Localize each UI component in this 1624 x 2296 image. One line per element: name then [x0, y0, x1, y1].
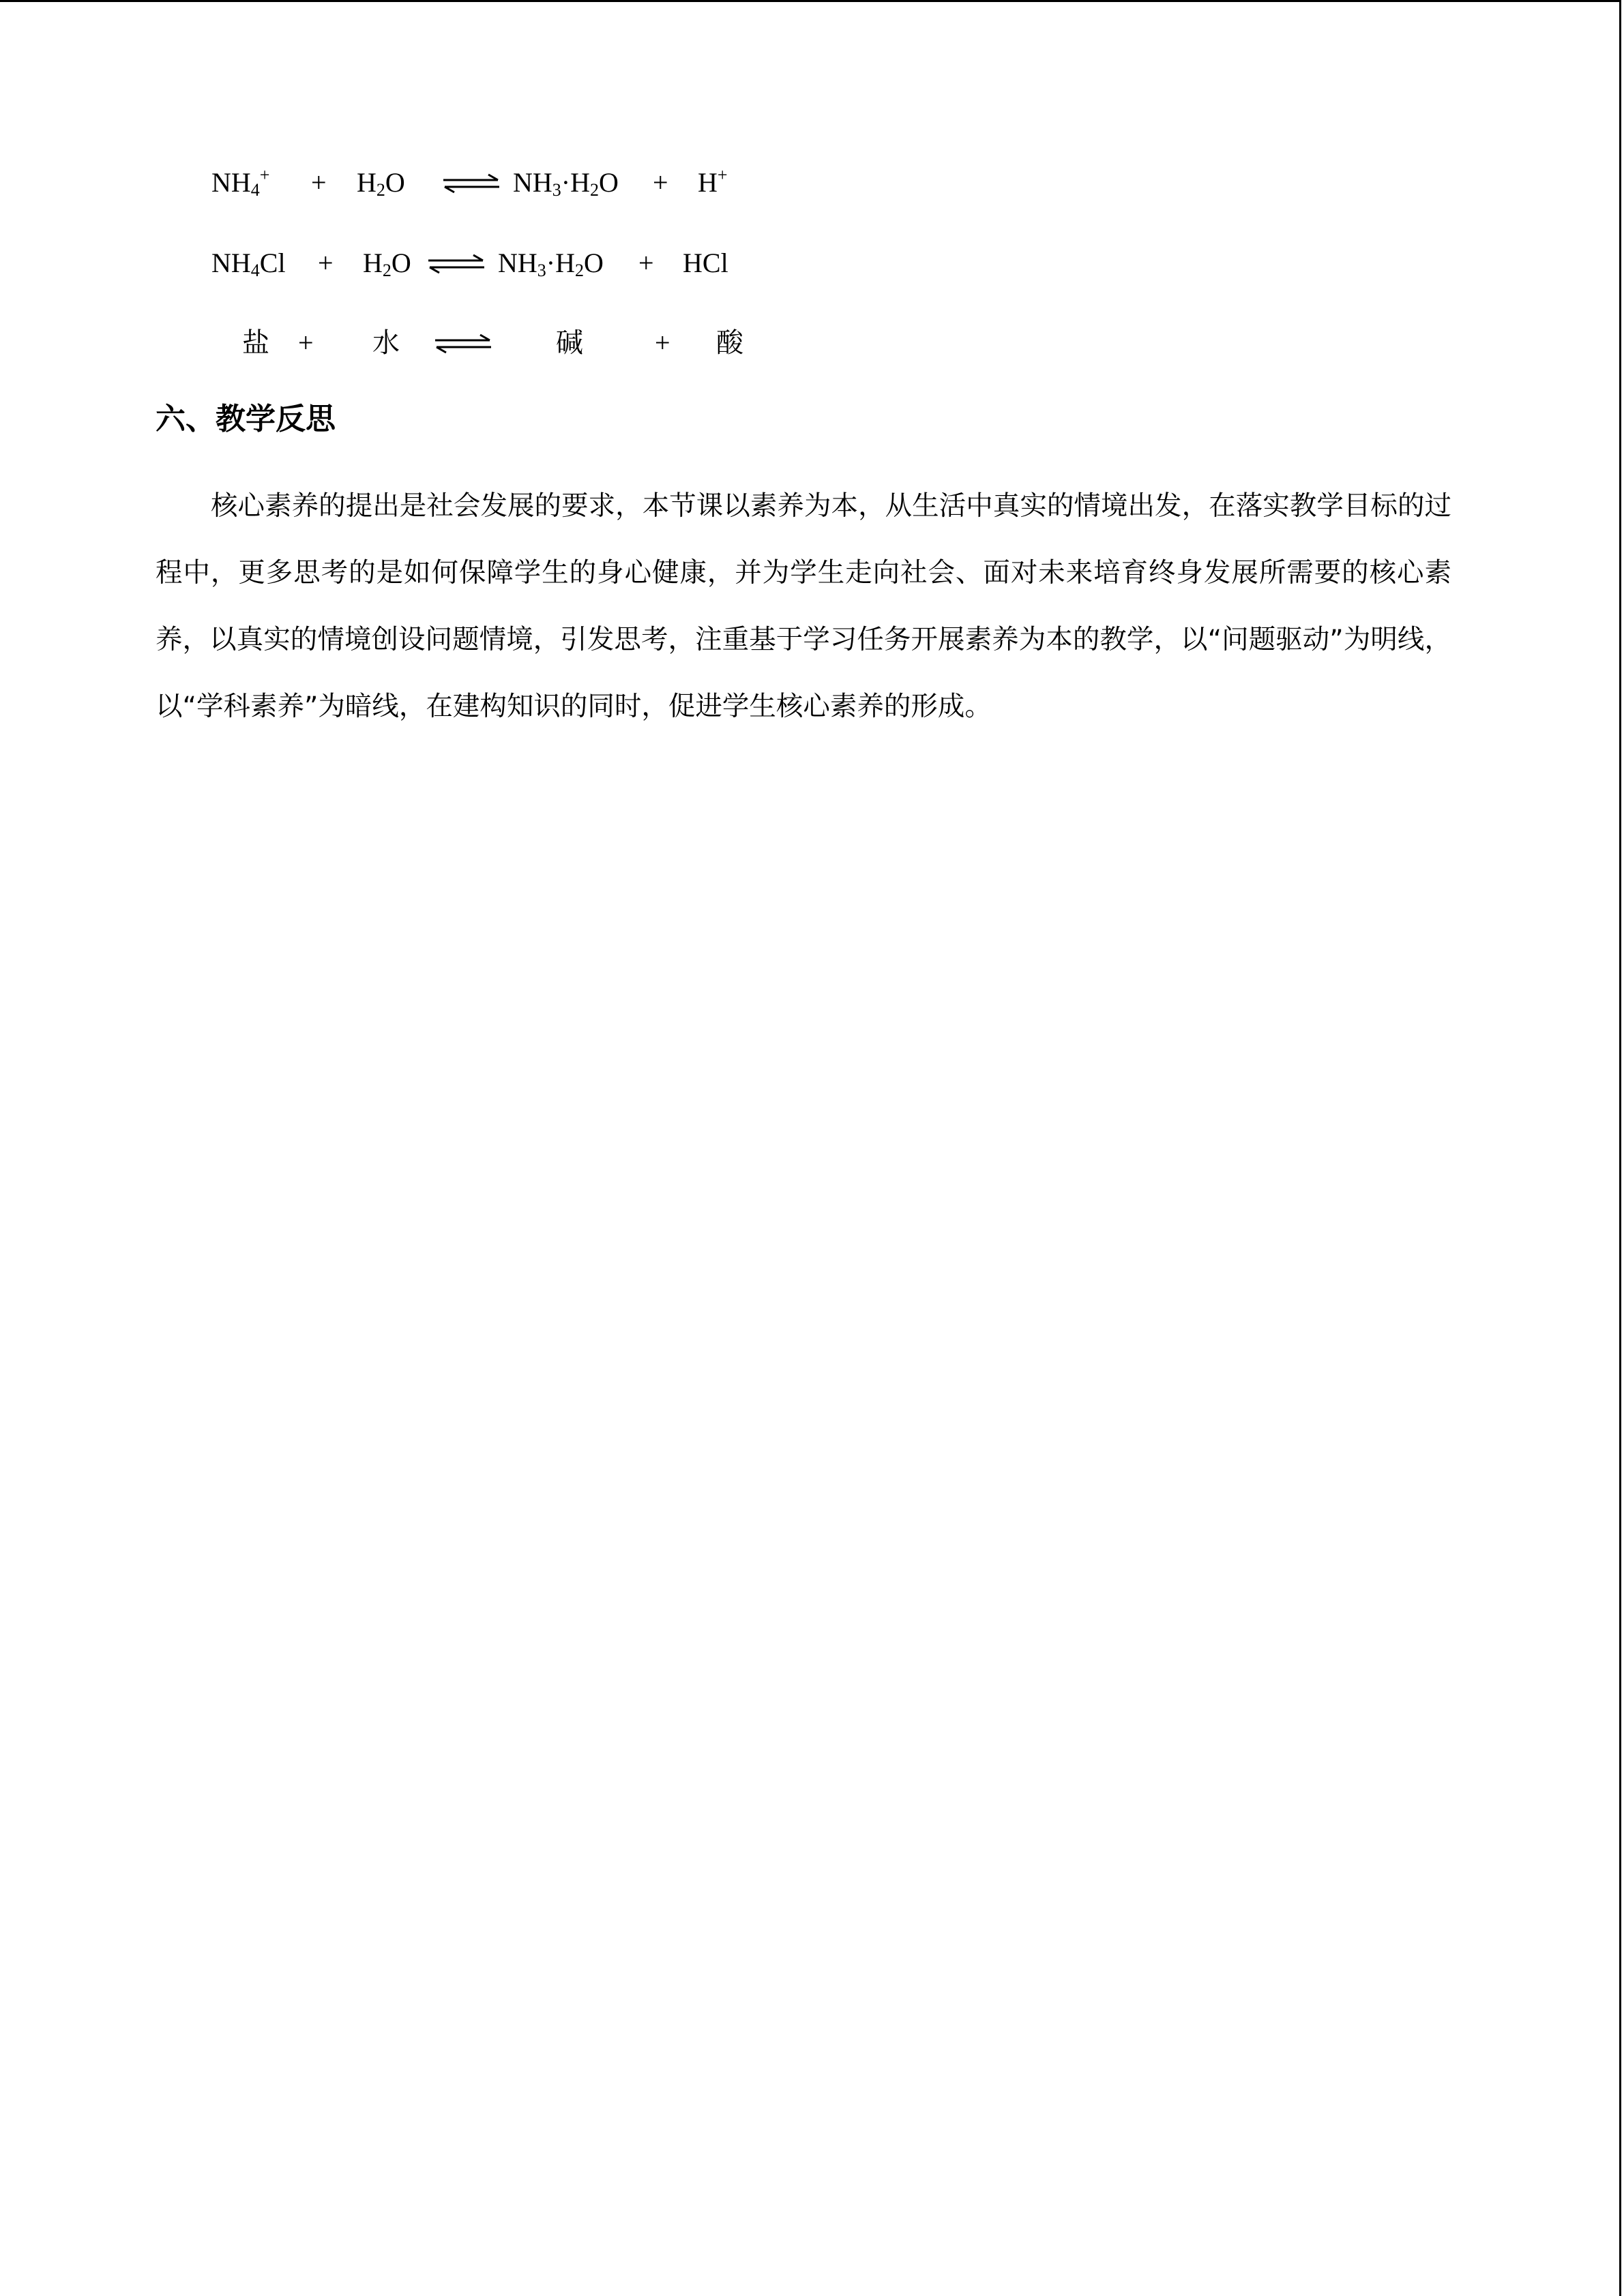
ammonia-hydrate: $NH_3\cdot H_2O$	[513, 167, 619, 200]
plus-sign: +	[298, 327, 314, 358]
ammonium-chloride: $NH_4Cl$	[211, 248, 286, 280]
salt-label: 盐	[242, 327, 269, 359]
water-label: 水	[372, 327, 400, 359]
equilibrium-arrow-icon	[442, 172, 501, 195]
plus-sign: +	[653, 167, 668, 198]
reflection-paragraph: 核心素养的提出是社会发展的要求，本节课以素养为本，从生活中真实的情境出发，在落实教学目标的过程中，更多思考的是如何保障学生的身心健康，并为学生走向社会、面对未来培育终身发展所需要的核心素养，以真实的情境创设问题情境，引发思考，注重基于学习任务开展素养为本的教学，以“问题驱动”为明线，以“学科素养”为暗线，在建构知识的同时，促进学生核心素养的形成。	[156, 490, 1451, 722]
base-label: 碱	[556, 327, 583, 359]
acid-label: 酸	[716, 327, 743, 359]
molecular-equation	[0, 243, 1624, 284]
plus-sign: +	[311, 167, 327, 198]
plus-sign: +	[638, 248, 654, 278]
ammonium-ion: $NH_4^+$	[211, 165, 270, 200]
water: $H_2O$	[357, 167, 405, 200]
equilibrium-arrow-icon	[434, 332, 492, 355]
word-equation	[0, 323, 1624, 363]
ammonia-hydrate: $NH_3\cdot H_2O$	[498, 248, 604, 280]
plus-sign: +	[655, 327, 670, 358]
plus-sign: +	[318, 248, 334, 278]
equilibrium-arrow-icon	[427, 252, 486, 275]
water: $H_2O$	[363, 248, 411, 280]
hydrochloric-acid: HCl	[683, 248, 728, 278]
hydrogen-ion: H+	[698, 165, 728, 198]
section-heading: 六、教学反思	[156, 402, 336, 436]
ionic-equation	[0, 162, 1624, 203]
